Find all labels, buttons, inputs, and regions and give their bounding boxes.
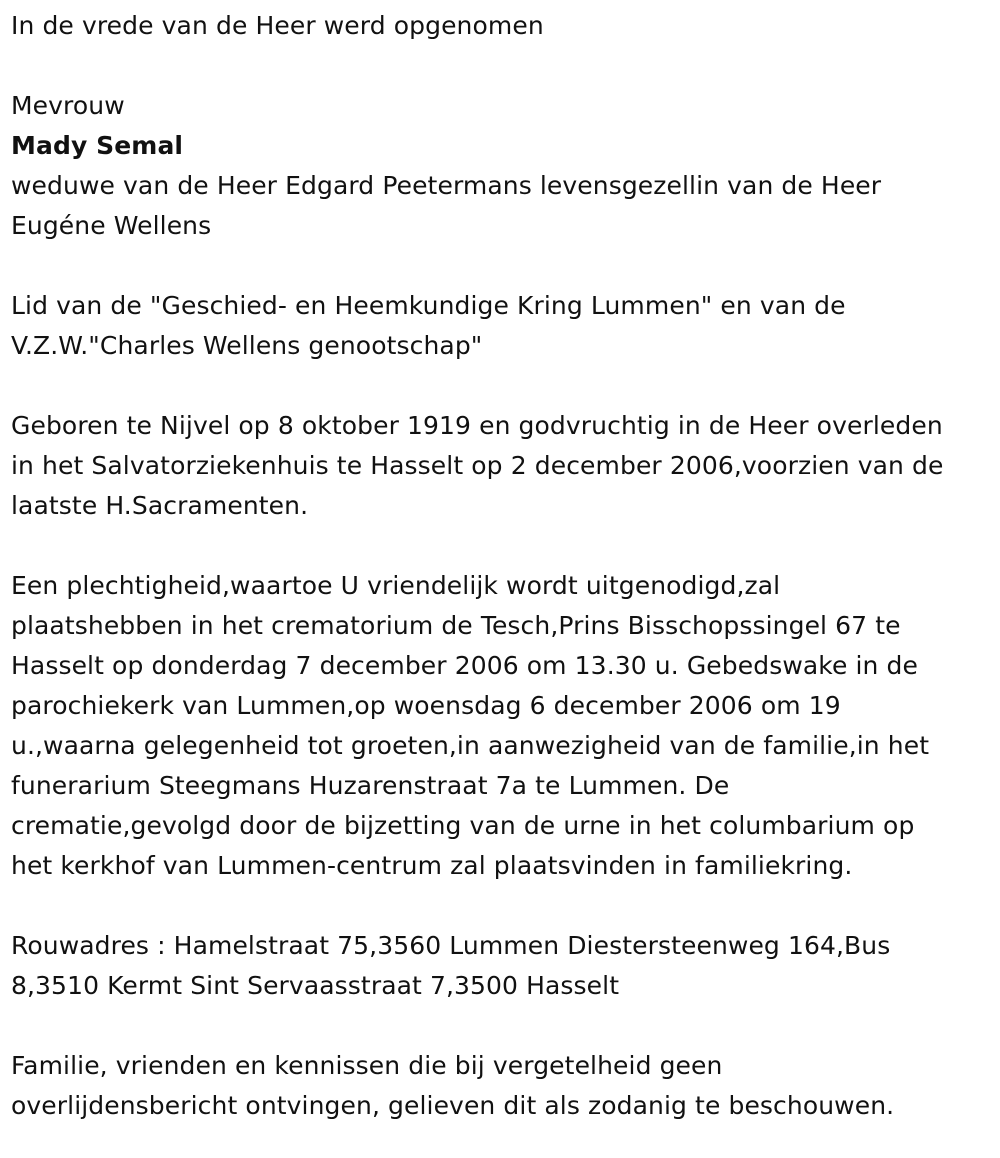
relation-line: weduwe van de Heer Edgard Peetermans levensgezellin van de Heer: [11, 171, 882, 200]
ceremony-line: Een plechtigheid,waartoe U vriendelijk wordt uitgenodigd,zal: [11, 571, 781, 600]
obituary-document: [11, 6, 991, 1126]
birth-death-line: in het Salvatorziekenhuis te Hasselt op 2 december 2006,voorzien van de: [11, 451, 944, 480]
ceremony-line: plaatshebben in het crematorium de Tesch,Prins Bisschopssingel 67 te: [11, 611, 901, 640]
ceremony-line: crematie,gevolgd door de bijzetting van de urne in het columbarium op: [11, 811, 915, 840]
spacer: [11, 886, 991, 926]
salutation: Mevrouw: [11, 91, 125, 120]
membership-paragraph: [11, 286, 991, 366]
ceremony-paragraph: [11, 566, 991, 886]
relation-line: Eugéne Wellens: [11, 211, 212, 240]
closing-line: overlijdensbericht ontvingen, gelieven dit als zodanig te beschouwen.: [11, 1091, 895, 1120]
spacer: [11, 366, 991, 406]
address-line: Rouwadres : Hamelstraat 75,3560 Lummen Diestersteenweg 164,Bus: [11, 931, 891, 960]
ceremony-line: u.,waarna gelegenheid tot groeten,in aanwezigheid van de familie,in het: [11, 731, 930, 760]
birth-death-line: laatste H.Sacramenten.: [11, 491, 309, 520]
address-paragraph: [11, 926, 991, 1006]
deceased-name: Mady Semal: [11, 131, 184, 160]
address-line: 8,3510 Kermt Sint Servaasstraat 7,3500 Hasselt: [11, 971, 620, 1000]
closing-paragraph: [11, 1046, 991, 1126]
ceremony-line: Hasselt op donderdag 7 december 2006 om 13.30 u. Gebedswake in de: [11, 651, 918, 680]
ceremony-line: funerarium Steegmans Huzarenstraat 7a te Lummen. De: [11, 771, 730, 800]
spacer: [11, 1006, 991, 1046]
spacer: [11, 246, 991, 286]
intro-text: In de vrede van de Heer werd opgenomen: [11, 11, 544, 40]
birth-death-line: Geboren te Nijvel op 8 oktober 1919 en godvruchtig in de Heer overleden: [11, 411, 943, 440]
ceremony-line: het kerkhof van Lummen-centrum zal plaatsvinden in familiekring.: [11, 851, 853, 880]
membership-line: V.Z.W."Charles Wellens genootschap": [11, 331, 483, 360]
birth-death-paragraph: [11, 406, 991, 526]
ceremony-line: parochiekerk van Lummen,op woensdag 6 december 2006 om 19: [11, 691, 841, 720]
spacer: [11, 46, 991, 86]
spacer: [11, 526, 991, 566]
relation-paragraph: [11, 166, 991, 246]
closing-line: Familie, vrienden en kennissen die bij vergetelheid geen: [11, 1051, 723, 1080]
membership-line: Lid van de "Geschied- en Heemkundige Kring Lummen" en van de: [11, 291, 846, 320]
